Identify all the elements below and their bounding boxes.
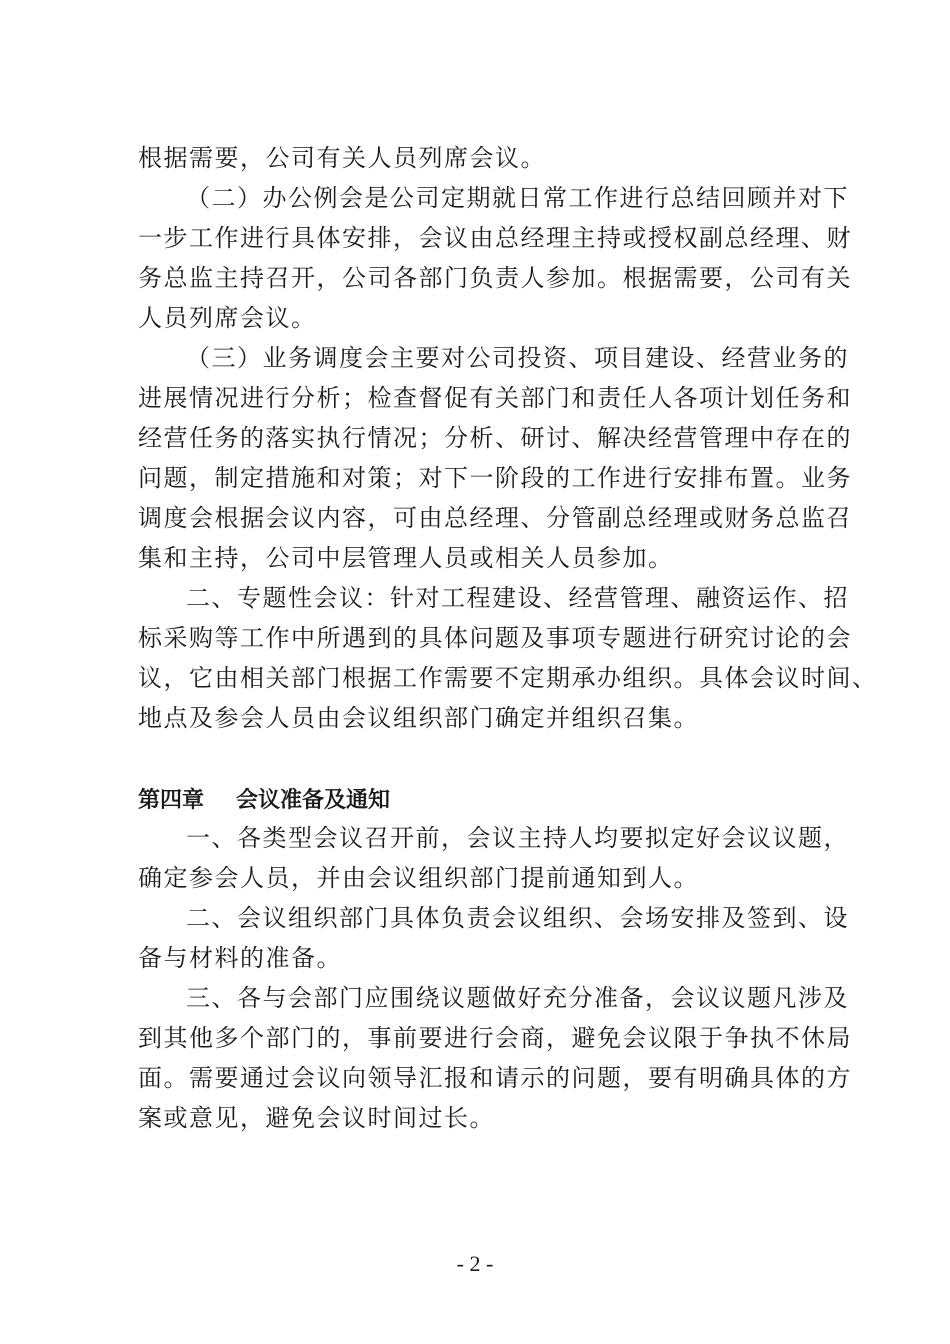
paragraph-line: 地点及参会人员由会议组织部门确定并组织召集。: [138, 704, 699, 732]
paragraph-line: 一、各类型会议召开前，会议主持人均要拟定好会议议题，: [186, 824, 849, 852]
paragraph-line: 到其他多个部门的，事前要进行会商，避免会议限于争执不休局: [138, 1024, 852, 1052]
paragraph-line: 备与材料的准备。: [138, 944, 342, 972]
paragraph-line: 标采购等工作中所遇到的具体问题及事项专题进行研究讨论的会: [138, 624, 852, 652]
paragraph-line: （三）业务调度会主要对公司投资、项目建设、经营业务的: [186, 344, 849, 372]
paragraph-line: 人员列席会议。: [138, 304, 317, 332]
chapter-title: 会议准备及通知: [236, 787, 391, 813]
paragraph-line: 面。需要通过会议向领导汇报和请示的问题，要有明确具体的方: [138, 1064, 852, 1092]
paragraph-line: 根据需要，公司有关人员列席会议。: [138, 144, 546, 172]
chapter-heading: [138, 780, 390, 820]
paragraph-line: 确定参会人员，并由会议组织部门提前通知到人。: [138, 864, 699, 892]
paragraph-line: 经营任务的落实执行情况；分析、研讨、解决经营管理中存在的: [138, 424, 852, 452]
paragraph-line: 案或意见，避免会议时间过长。: [138, 1104, 495, 1132]
paragraph-line: 问题，制定措施和对策；对下一阶段的工作进行安排布置。业务: [138, 464, 852, 492]
paragraph-line: （二）办公例会是公司定期就日常工作进行总结回顾并对下: [186, 184, 849, 212]
paragraph-line: 进展情况进行分析；检查督促有关部门和责任人各项计划任务和: [138, 384, 852, 412]
paragraph-line: 二、专题性会议：针对工程建设、经营管理、融资运作、招: [186, 584, 849, 612]
page-number: - 2 -: [456, 1251, 494, 1276]
paragraph-line: 二、会议组织部门具体负责会议组织、会场安排及签到、设: [186, 904, 849, 932]
paragraph-line: 一步工作进行具体安排，会议由总经理主持或授权副总经理、财: [138, 224, 852, 252]
paragraph-line: 调度会根据会议内容，可由总经理、分管副总经理或财务总监召: [138, 504, 852, 532]
paragraph-line: 议，它由相关部门根据工作需要不定期承办组织。具体会议时间、: [138, 664, 878, 692]
chapter-number: 第四章: [138, 787, 205, 813]
paragraph-line: 三、各与会部门应围绕议题做好充分准备，会议议题凡涉及: [186, 984, 849, 1012]
paragraph-line: 务总监主持召开，公司各部门负责人参加。根据需要，公司有关: [138, 264, 852, 292]
paragraph-line: 集和主持，公司中层管理人员或相关人员参加。: [138, 544, 674, 572]
